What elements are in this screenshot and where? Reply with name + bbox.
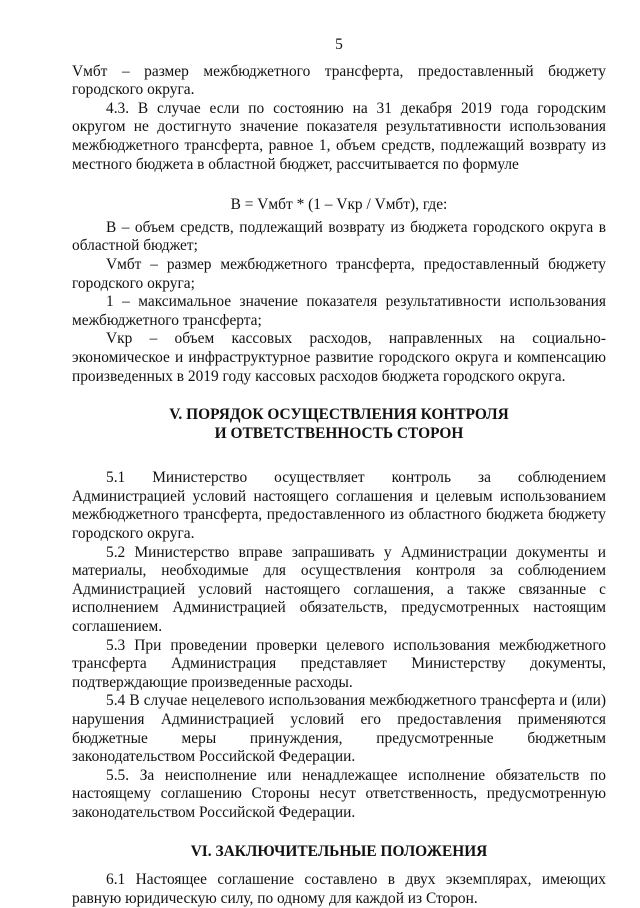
formula: В = Vмбт * (1 – Vкр / Vмбт), где: (230, 196, 448, 214)
paragraph-5-4: 5.4 В случае нецелевого использования межбюджетного трансферта и (или) нарушения Администрацией условий его предоставления применяются бюджетные меры принуждения, предусмотренные бюджетным законодательством Российской Федерации. (72, 692, 606, 766)
paragraph-5-2: 5.2 Министерство вправе запрашивать у Администрации документы и материалы, необходимые для осуществления контроля за соблюдением Администрацией условий настоящего соглашения, а также связанные с исполнением Администрацией обязательств, предусмотренных настоящим соглашением. (72, 543, 606, 636)
section-6-title-line: VI. ЗАКЛЮЧИТЕЛЬНЫЕ ПОЛОЖЕНИЯ (190, 842, 488, 860)
page-number: 5 (335, 36, 343, 53)
section-5-title (72, 406, 606, 443)
paragraph-6-1: 6.1 Настоящее соглашение составлено в двух экземплярах, имеющих равную юридическую силу, по одному для каждой из Сторон. (72, 871, 606, 907)
paragraph-5-3: 5.3 При проведении проверки целевого использования межбюджетного трансферта Администрация представляет Министерству документы, подтверждающие произведенные расходы. (72, 636, 606, 691)
document-page (72, 36, 606, 908)
spacer (72, 443, 606, 469)
definition-vkr: Vкр – объем кассовых расходов, направленных на социально-экономическое и инфраструктурное развитие городского округа и компенсацию произведенных в 2019 году кассовых расходов бюджета городского округа. (72, 330, 606, 385)
definition-one: 1 – максимальное значение показателя результативности использования межбюджетного трансферта; (72, 293, 606, 329)
paragraph-4-3: 4.3. В случае если по состоянию на 31 декабря 2019 года городским округом не достигнуто значение показателя результативности использования межбюджетного трансферта, равное 1, объем средств, подлежащий возврату из местного бюджета в областной бюджет, рассчитывается по формуле (72, 99, 606, 173)
paragraph-5-5: 5.5. За неисполнение или ненадлежащее исполнение обязательств по настоящему соглашению Стороны несут ответственность, предусмотренную законодательством Российской Федерации. (72, 766, 606, 821)
spacer (72, 861, 606, 871)
section-6-title (72, 843, 606, 862)
definition-vmbt: Vмбт – размер межбюджетного трансферта, предоставленный бюджету городского округа; (72, 255, 606, 292)
definition-b: В – объем средств, подлежащий возврату из бюджета городского округа в областной бюджет; (72, 218, 606, 255)
paragraph-vmbt-definition: Vмбт – размер межбюджетного трансферта, предоставленный бюджету городского округа. (72, 62, 606, 99)
section-5-title-line-2: И ОТВЕТСТВЕННОСТЬ СТОРОН (214, 424, 464, 442)
paragraph-5-1: 5.1 Министерство осуществляет контроль за соблюдением Администрацией условий настоящего соглашения и целевым использованием межбюджетного трансферта, предоставленного из областного бюджета бюджету городского округа. (72, 469, 606, 543)
section-5-title-line-1: V. ПОРЯДОК ОСУЩЕСТВЛЕНИЯ КОНТРОЛЯ (169, 406, 509, 424)
